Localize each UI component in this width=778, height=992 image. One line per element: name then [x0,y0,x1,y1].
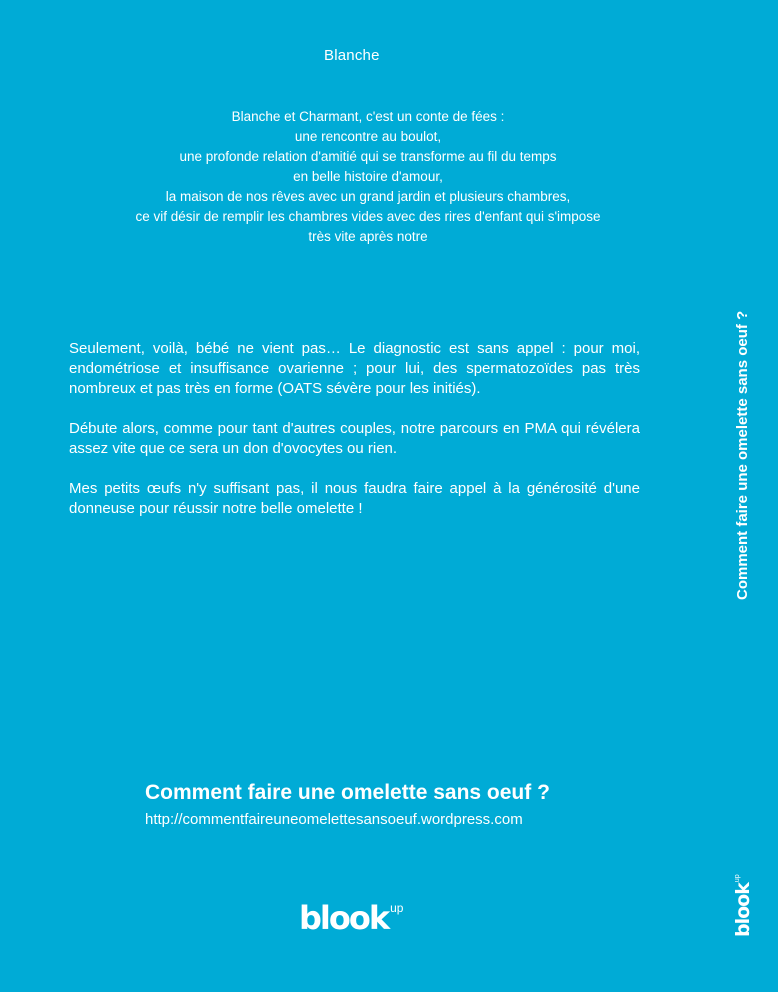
poem-line: en belle histoire d'amour, [293,169,443,184]
back-cover-blurb [69,339,640,539]
blurb-paragraph: Débute alors, comme pour tant d'autres couples, notre parcours en PMA qui révélera assez vite que ce sera un don d'ovocytes ou rien. [69,420,640,457]
book-title: Comment faire une omelette sans oeuf ? [145,781,550,804]
book-url[interactable]: http://commentfaireuneomelettesansoeuf.wordpress.com [145,811,523,828]
poem-line: la maison de nos rêves avec un grand jardin et plusieurs chambres, [165,189,571,204]
intro-poem [60,107,676,247]
poem-line: une profonde relation d'amitié qui se transforme au fil du temps [179,149,557,164]
blookup-logo [299,900,403,936]
spine-logo [734,874,752,937]
blurb-paragraph: Mes petits œufs n'y suffisant pas, il nous faudra faire appel à la générosité d'une donneuse pour réussir notre belle omelette ! [69,480,640,517]
poem-line: une rencontre au boulot, [294,129,442,144]
poem-line: ce vif désir de remplir les chambres vides avec des rires d'enfant qui s'impose [135,209,601,224]
spine-logo-superscript: up [734,874,741,883]
logo-wordmark: blook [299,899,389,937]
logo-superscript: up [390,901,404,915]
poem-line: très vite après notre [308,229,428,244]
author-name: Blanche [324,47,380,64]
poem-line: Blanche et Charmant, c'est un conte de fées : [231,109,505,124]
spine-logo-wordmark: blook [732,883,754,937]
blurb-paragraph: Seulement, voilà, bébé ne vient pas… Le diagnostic est sans appel : pour moi, endométriose et insuffisance ovarienne ; pour lui, des spermatozoïdes pas très nombreux et pas très en forme (OATS sévère pour les initiés). [69,340,640,397]
spine-title: Comment faire une omelette sans oeuf ? [734,310,751,600]
